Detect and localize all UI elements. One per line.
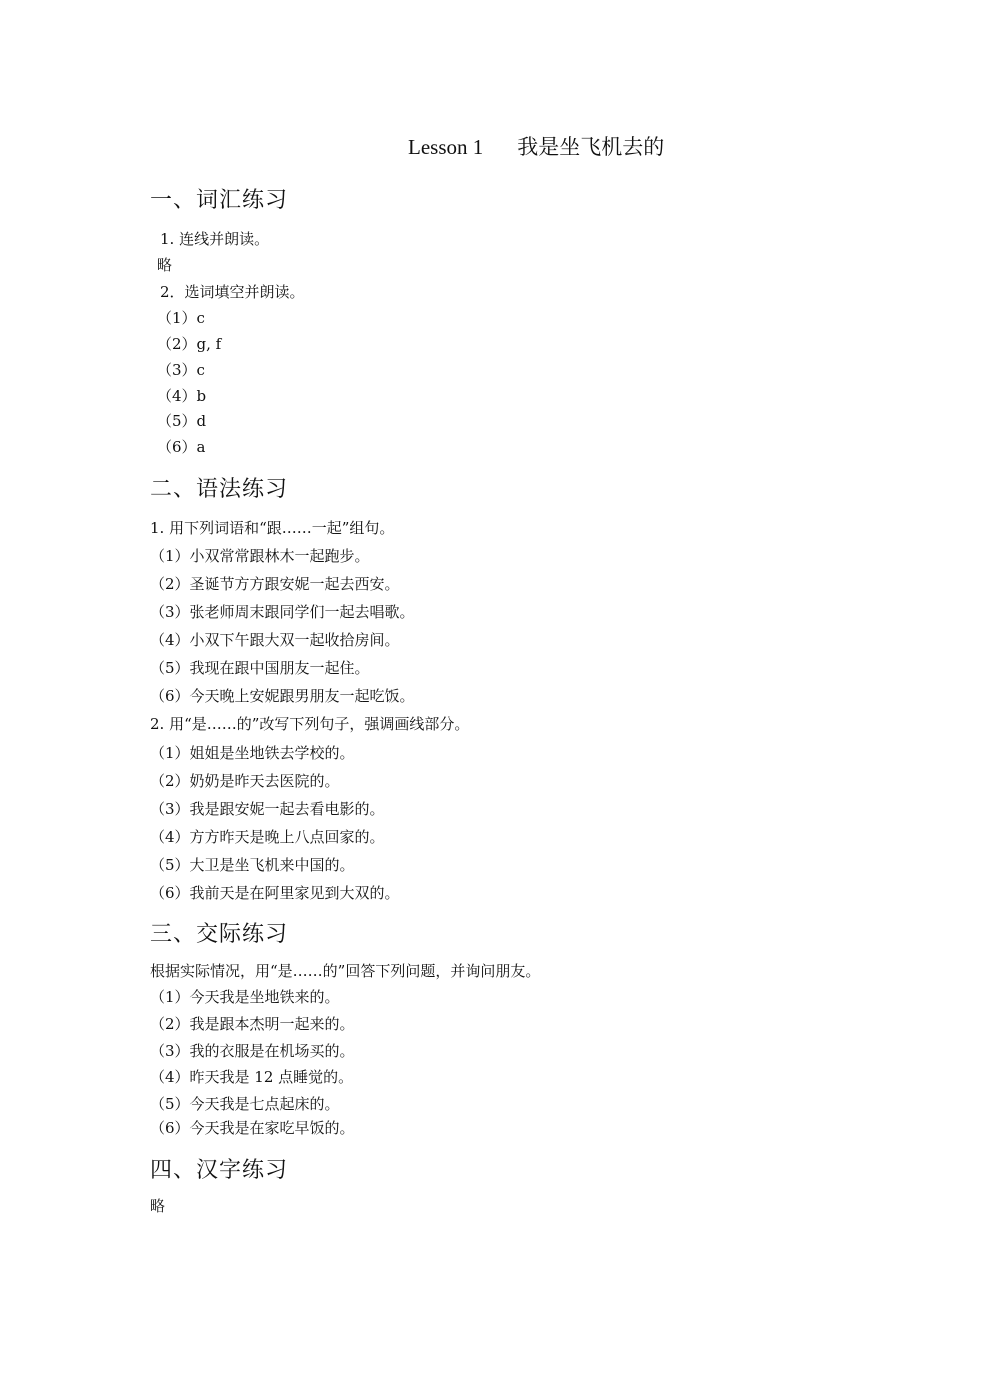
vocab-answer-item: （5）d — [157, 412, 207, 430]
communication-answer-item: （2）我是跟本杰明一起来的。 — [150, 1015, 355, 1033]
vocab-answer-item: （1）c — [157, 309, 205, 327]
lesson-number: Lesson 1 — [408, 135, 484, 159]
vocab-answer-item: （3）c — [157, 361, 205, 379]
grammar-answer-item: （5）大卫是坐飞机来中国的。 — [150, 856, 355, 874]
grammar-answer-item: （3）我是跟安妮一起去看电影的。 — [150, 800, 385, 818]
grammar-answer-item: （2）圣诞节方方跟安妮一起去西安。 — [150, 575, 400, 593]
vocab-question-1: 1. 连线并朗读。 — [160, 230, 270, 248]
grammar-question-2: 2. 用“是……的”改写下列句子，强调画线部分。 — [150, 715, 470, 733]
section-heading-communication: 三、交际练习 — [150, 922, 289, 947]
grammar-answer-item: （4）小双下午跟大双一起收拾房间。 — [150, 631, 400, 649]
grammar-answer-item: （4）方方昨天是晚上八点回家的。 — [150, 828, 385, 846]
grammar-answer-item: （1）小双常常跟林木一起跑步。 — [150, 547, 370, 565]
section-heading-vocab: 一、词汇练习 — [150, 188, 289, 213]
vocab-question-2: 2．选词填空并朗读。 — [160, 283, 305, 301]
communication-intro: 根据实际情况，用“是……的”回答下列问题，并询问朋友。 — [150, 962, 541, 980]
vocab-answer-item: （6）a — [157, 438, 206, 456]
section-heading-grammar: 二、语法练习 — [150, 477, 289, 502]
characters-answer: 略 — [150, 1197, 166, 1215]
vocab-answer-item: （4）b — [157, 387, 207, 405]
grammar-answer-item: （3）张老师周末跟同学们一起去唱歌。 — [150, 603, 415, 621]
communication-answer-item: （3）我的衣服是在机场买的。 — [150, 1042, 355, 1060]
communication-answer-item: （1）今天我是坐地铁来的。 — [150, 988, 340, 1006]
communication-answer-item: （4）昨天我是 12 点睡觉的。 — [150, 1068, 354, 1086]
communication-answer-item: （6）今天我是在家吃早饭的。 — [150, 1119, 355, 1137]
lesson-title: 我是坐飞机去的 — [517, 135, 665, 159]
grammar-question-1: 1. 用下列词语和“跟……一起”组句。 — [150, 519, 395, 537]
communication-answer-item: （5）今天我是七点起床的。 — [150, 1095, 340, 1113]
section-heading-characters: 四、汉字练习 — [150, 1158, 289, 1183]
grammar-answer-item: （5）我现在跟中国朋友一起住。 — [150, 659, 370, 677]
grammar-answer-item: （1）姐姐是坐地铁去学校的。 — [150, 744, 355, 762]
page-title — [408, 131, 664, 161]
grammar-answer-item: （6）今天晚上安妮跟男朋友一起吃饭。 — [150, 687, 415, 705]
grammar-answer-item: （2）奶奶是昨天去医院的。 — [150, 772, 340, 790]
grammar-answer-item: （6）我前天是在阿里家见到大双的。 — [150, 884, 400, 902]
vocab-answer-1: 略 — [157, 256, 173, 274]
vocab-answer-item: （2）g, f — [157, 335, 222, 353]
